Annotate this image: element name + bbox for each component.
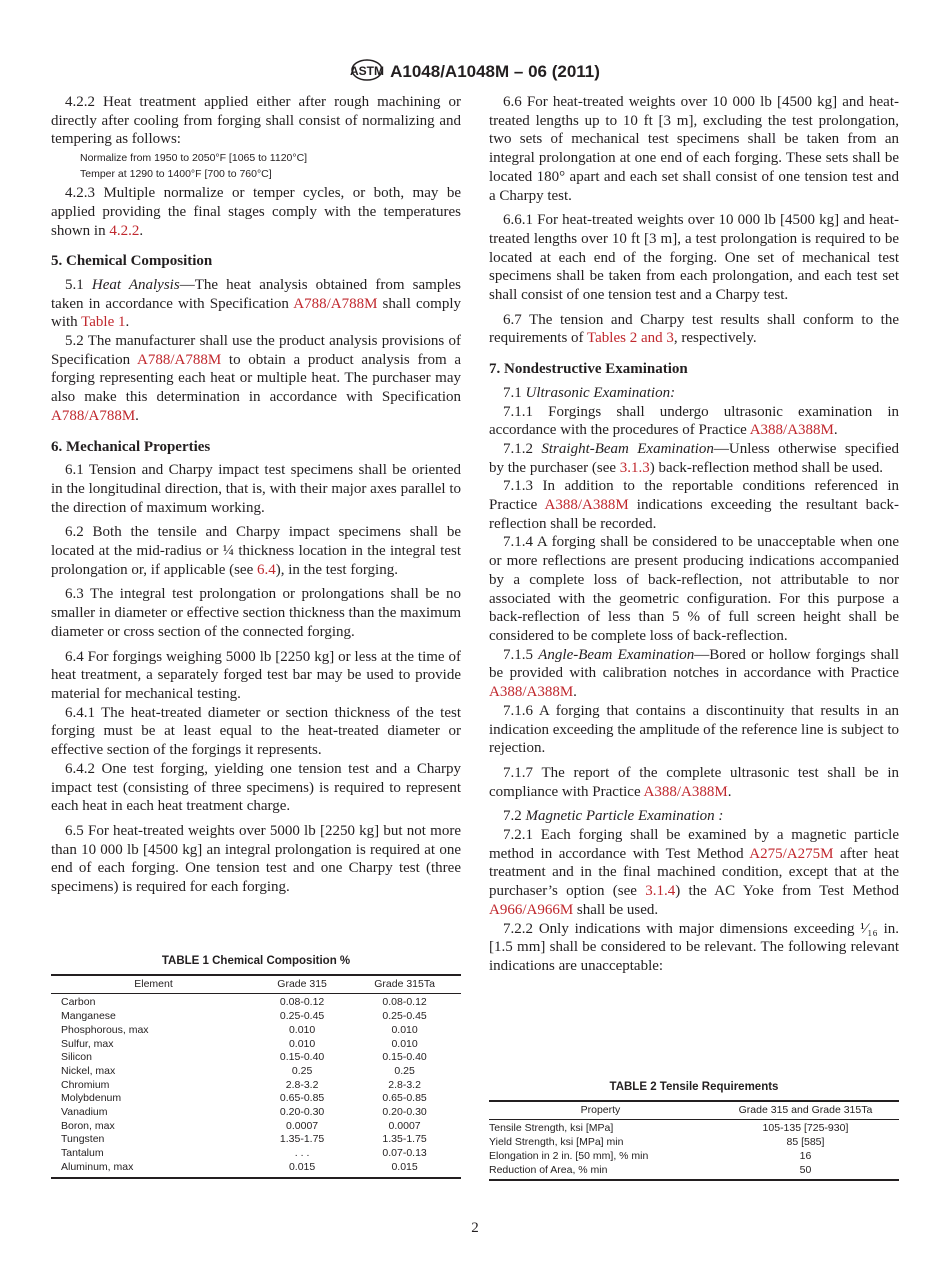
table-row [51,1161,461,1178]
table-cell: 0.65-0.85 [279,1092,325,1105]
paragraph-text: —The heat analysis obtained from samples taken in accordance with Specification [51,276,461,312]
table-cell: Tungsten [61,1133,105,1146]
table-cell: 50 [799,1163,812,1176]
table-cell: 0.20-0.30 [279,1106,325,1119]
paragraph-6-2 [51,523,461,579]
italic-heading: Ultrasonic Examination: [525,384,676,401]
paragraph-text: 6.2 Both the tensile and Charpy impact specimens shall be located at the mid-radius or ¼ thickness location in the integral test prolongation or, if applicable (see [51,524,461,578]
paragraph-text: to obtain a product analysis from a forging representing each heat or multiple heat. The purchaser may also make this determination in accordance with Specification [51,351,461,406]
paragraph-6-6-1 [489,211,899,305]
paragraph-text: . [135,407,139,424]
table-1-chemical-composition [51,955,461,1179]
paragraph-text: . [573,684,577,701]
table-row [51,1010,461,1024]
paragraph-text: 6.6 For heat-treated weights over 10 000 lb [4500 kg] and heat-treated lengths up to 10 ft [3 m], excluding the test prolongation, two sets of mechanical test specimens shall be taken from an integral prolongation at one end of each forging. These sets shall be located 180° apart and each set shall consist of one tension test and a Charpy test. [489,94,899,204]
table-cell: 0.07-0.13 [382,1147,427,1160]
cross-reference-link[interactable]: A388/A388M [544,497,629,514]
paragraph-7-1-2 [489,440,899,477]
paragraph-text: 7.1.7 The report of the complete ultrasonic test shall be in compliance with Practice [489,764,899,800]
table-cell: 0.20-0.30 [382,1106,427,1119]
paragraph-7-2-1 [489,826,899,920]
table-cell: Manganese [61,1010,116,1023]
page-number: 2 [471,1220,479,1236]
treatment-line: Normalize from 1950 to 2050°F [1065 to 1120°C] [80,152,308,165]
table-cell: 0.010 [391,1037,418,1050]
column-header: Element [51,975,256,994]
paragraph-text: 7.1.4 A forging shall be considered to be unacceptable when one or more reflections are present producing indications accompanied by a complete loss of back-reflection, not attributable to nor associated with the geometric configuration. For this purpose a back-reflection of less than 5 % of full screen height shall be considered to be complete loss of back-reflection. [489,534,899,644]
section-heading: 5. Chemical Composition [51,253,213,270]
table-cell: 0.010 [288,1023,316,1036]
cross-reference-link[interactable]: A388/A388M [643,783,728,800]
table-cell: 2.8-3.2 [285,1078,319,1091]
paragraph-7-1-7 [489,764,899,801]
table-row [51,1147,461,1161]
cross-reference-link[interactable]: A275/A275M [749,845,834,862]
paragraph-text: 7.1.5 [503,646,539,663]
paragraph-6-6 [489,93,899,205]
table-row [489,1164,899,1181]
cross-reference-link[interactable]: Table 1 [81,314,126,331]
paragraph-text: 5.2 The manufacturer shall use the product analysis provisions of Specification [51,333,461,368]
paragraph-text: ) the AC Yoke from Test Method [675,883,899,900]
cross-reference-link[interactable]: A788/A788M [51,407,136,424]
paragraph-text: ) back-reflection method shall be used. [649,459,884,476]
paragraph-text: . [727,783,732,800]
paragraph-text: 6.4.1 The heat-treated diameter or section thickness of the test forging must be at least equal to the heat-treated diameter or effective section of the forgings it represents. [51,704,461,759]
paragraph-text: . [139,222,144,239]
designation: A1048/A1048M – 06 (2011) [390,61,600,81]
paragraph-7-1-3 [489,477,899,533]
cross-reference-link[interactable]: A388/A388M [749,422,834,439]
table-cell: 0.08-0.12 [382,996,427,1009]
paragraph-6-4-2 [51,760,461,816]
cross-reference-link[interactable]: A788/A788M [137,351,222,368]
table-cell: 0.25-0.45 [382,1010,427,1023]
table-row [51,1065,461,1079]
table-cell: . . . [294,1147,310,1160]
table-row [489,1150,899,1164]
table-cell: 1.35-1.75 [382,1133,427,1146]
table-cell: 0.15-0.40 [279,1051,325,1064]
table-row [489,1120,899,1136]
paragraph-text: 6.7 The tension and Charpy test results shall conform to the requirements of [489,311,899,347]
italic-heading: Magnetic Particle Examination : [525,808,724,825]
paragraph-text: 7.2.1 Each forging shall be examined by a magnetic particle method in accordance with Test Method [489,827,899,862]
paragraph-text: ), in the test forging. [275,561,398,578]
table-cell: Silicon [61,1051,92,1064]
table-cell: 0.010 [288,1037,316,1050]
paragraph-text: —Bored or hollow forgings shall be provided with calibration notches in accordance with Practice [489,646,900,682]
table-row [51,1120,461,1134]
table-cell: 0.0007 [388,1119,421,1132]
table-cell: Tensile Strength, ksi [MPa] [489,1122,614,1135]
paragraph-7-1-4 [489,533,899,645]
paragraph-5-2 [51,332,461,426]
paragraph-7-1-6 [489,702,899,758]
table-cell: Molybdenum [61,1092,122,1105]
treatment-line: Temper at 1290 to 1400°F [700 to 760°C] [80,168,272,181]
paragraph-6-1 [51,461,461,517]
paragraph-text: 7.1.3 In addition to the reportable conditions referenced in Practice [489,478,899,514]
astm-logo-icon [350,58,384,87]
column-header: Grade 315Ta [348,975,461,994]
paragraph-5-1 [51,276,461,332]
paragraph-text: 6.1 Tension and Charpy impact test specimens shall be oriented in the longitudinal direction, that is, with their major axes parallel to the direction of maximum working. [51,462,461,516]
paragraph-text: 6.5 For heat-treated weights over 5000 lb [2250 kg] but not more than 10 000 lb [4500 kg] an integral prolongation is required at one end of each forging. One tension test and one Charpy test (three specimens) is required for each forging. [51,822,461,896]
italic-heading: Straight-Beam Examination [541,440,714,457]
table-row [489,1136,899,1150]
svg-text:ASTM: ASTM [350,64,385,78]
table-cell: Vanadium [61,1106,108,1119]
paragraph-7-2 [489,807,899,826]
table-cell: 0.0007 [286,1119,319,1132]
cross-reference-link[interactable]: A388/A388M [489,684,574,701]
table-row [51,1079,461,1093]
table-cell: 0.010 [391,1023,418,1036]
table-caption: TABLE 1 Chemical Composition % [161,955,351,967]
table-cell: 0.25-0.45 [279,1010,325,1023]
italic-heading: Angle-Beam Examination [538,646,695,663]
table-row [51,1051,461,1065]
table-cell: Sulfur, max [61,1037,114,1050]
table-cell: 0.015 [288,1160,316,1173]
table-cell: Aluminum, max [61,1160,134,1173]
paragraph-7-2-2 [489,920,899,976]
cross-reference-link[interactable]: A788/A788M [293,295,378,312]
table-cell: Carbon [61,996,96,1009]
left-column [51,93,461,897]
table-cell: 16 [799,1149,812,1162]
table-row [51,1092,461,1106]
table-row [51,1133,461,1147]
paragraph-6-3 [51,585,461,641]
paragraph-text: shall comply with [51,295,461,331]
paragraph-text: 7.1.2 [503,440,542,457]
italic-heading: Heat Analysis [91,276,180,293]
paragraph-text: 6.4 For forgings weighing 5000 lb [2250 kg] or less at the time of heat treatment, a separately forged test bar may be used to provide material for mechanical testing. [51,648,461,702]
paragraph-text: 4.2.3 Multiple normalize or temper cycles, or both, may be applied providing the final stages comply with the temperatures shown in [51,185,461,239]
cross-reference-link[interactable]: 6.4 [257,561,276,578]
section-heading: 7. Nondestructive Examination [489,361,688,378]
table-cell: 0.25 [291,1064,313,1077]
table-cell: Tantalum [61,1147,104,1160]
table-cell: Phosphorous, max [61,1023,149,1036]
table-2-tensile-requirements [489,1081,899,1181]
paragraph-text: 7.1.6 A forging that contains a discontinuity that results in an indication exceeding the amplitude of the reference line is subject to rejection. [489,702,899,757]
table-cell: Boron, max [61,1119,115,1132]
section-heading: 6. Mechanical Properties [51,438,211,455]
table-cell: 0.25 [394,1064,415,1077]
paragraph-4-2-3 [51,184,461,240]
paragraph-text: 5.1 [65,276,92,293]
table-cell: 0.015 [391,1160,418,1173]
cross-reference-link[interactable]: A966/A966M [489,901,574,918]
paragraph-text: 7.1.1 Forgings shall undergo ultrasonic examination in accordance with the procedures of Practice [489,403,899,439]
table-cell: 105-135 [725-930] [762,1122,849,1135]
paragraph-text: 6.4.2 One test forging, yielding one tension test and a Charpy impact test (consisting of three specimens) is required to represent each heat in each heat treatment charge. [51,760,461,815]
paragraph-text: 4.2.2 Heat treatment applied either after rough machining or directly after cooling from forging shall consist of normalizing and tempering as follows: [51,94,461,148]
table-cell: 0.08-0.12 [279,996,325,1009]
paragraph-text: . [125,314,130,331]
table-row [51,1024,461,1038]
paragraph-text: shall be used. [573,901,659,918]
paragraph-7-1 [489,384,899,403]
paragraph-text: after heat treatment and in the final machined condition, except that at the purchaser’s option (see [489,845,899,900]
paragraph-6-7 [489,311,899,348]
right-column [489,93,899,976]
cross-reference-link[interactable]: Tables 2 and 3 [587,330,674,347]
cross-reference-link[interactable]: 3.1.4 [645,883,676,900]
table-cell: 1.35-1.75 [279,1133,325,1146]
column-header: Grade 315 [256,975,348,994]
column-header: Grade 315 and Grade 315Ta [712,1101,899,1120]
table-cell: Yield Strength, ksi [MPa] min [489,1136,624,1149]
table-row [51,994,461,1010]
cross-reference-link[interactable]: 4.2.2 [109,222,140,239]
table-cell: Nickel, max [61,1064,116,1077]
paragraph-6-4-1 [51,704,461,760]
table-cell: 2.8-3.2 [388,1078,421,1091]
paragraph-6-4 [51,648,461,704]
table-cell: 0.65-0.85 [382,1092,427,1105]
table-row [51,1038,461,1052]
table-cell: 85 [585] [786,1136,825,1149]
paragraph-text: 6.6.1 For heat-treated weights over 10 000 lb [4500 kg] and heat-treated lengths over 10 ft [3 m], a test prolongation is required to be located at each end of the forging. One set of mechanical test specimens shall be taken from each prolongation, and each test set shall consist of one tension test and a Charpy test. [489,212,899,304]
page-header [0,58,950,87]
table-cell: Chromium [61,1078,110,1091]
paragraph-text: . [833,422,838,439]
paragraph-text: , respectively. [673,330,757,347]
paragraph-7-1-1 [489,403,899,440]
paragraph-text: 7.2.2 Only indications with major dimensions exceeding ¹⁄₁₆ in. [1.5 mm] shall be considered to be relevant. The following relevant indications are unacceptable: [489,920,899,974]
paragraph-text: 7.2 [503,808,526,825]
table-cell: Elongation in 2 in. [50 mm], % min [489,1149,649,1162]
paragraph-text: indications exceeding the resultant back-reflection shall be recorded. [489,497,899,532]
paragraph-6-5 [51,822,461,897]
paragraph-4-2-2 [51,93,461,149]
cross-reference-link[interactable]: 3.1.3 [619,459,650,476]
table-caption: TABLE 2 Tensile Requirements [609,1081,779,1093]
column-header: Property [489,1101,712,1120]
paragraph-text: —Unless otherwise specified by the purchaser (see [489,440,899,476]
table-cell: 0.15-0.40 [382,1051,427,1064]
paragraph-7-1-5 [489,646,899,702]
paragraph-text: 6.3 The integral test prolongation or prolongations shall be no smaller in diameter or effective section thickness than the maximum diameter or cross section of the connected forging. [51,586,462,640]
table-row [51,1106,461,1120]
table-cell: Reduction of Area, % min [489,1163,608,1176]
paragraph-text: 7.1 [503,384,526,401]
